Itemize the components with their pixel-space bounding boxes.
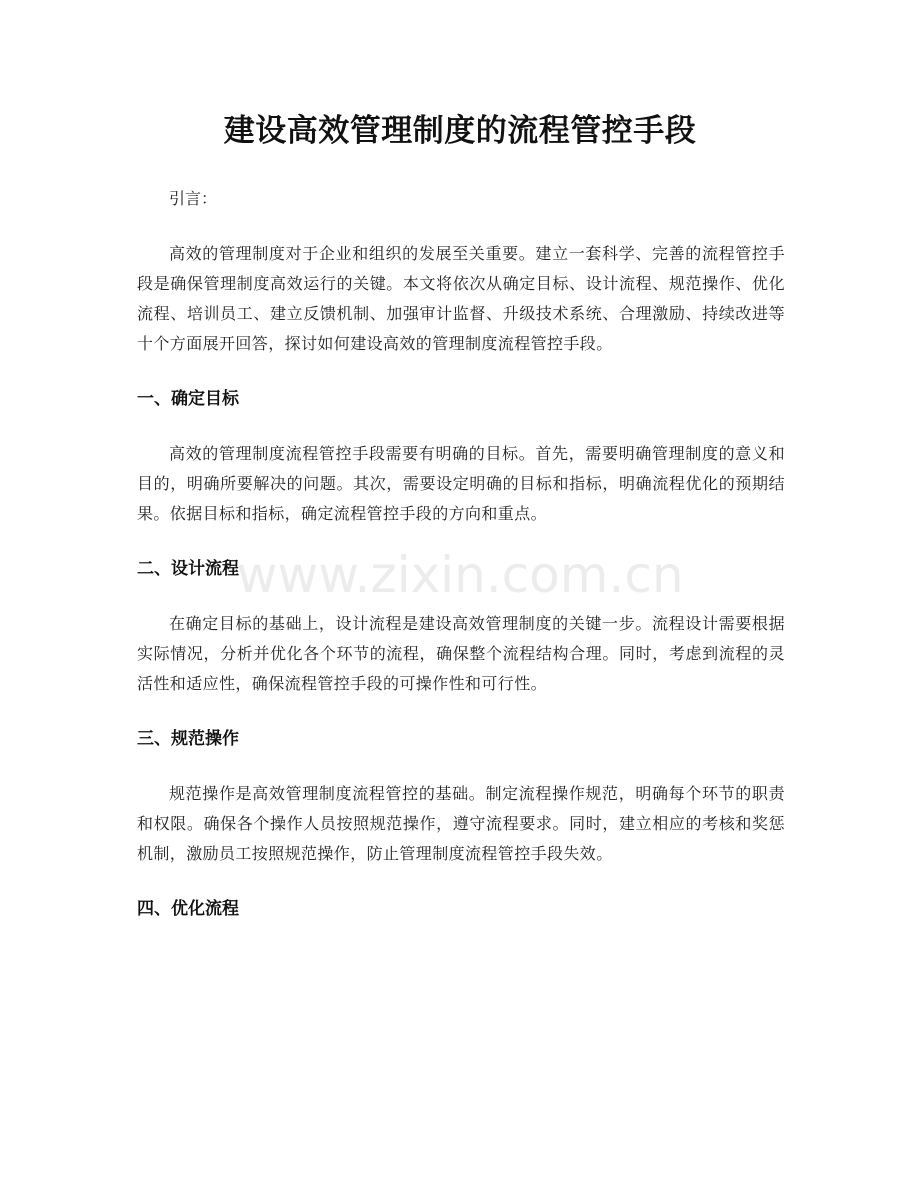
section-paragraph-1: 高效的管理制度流程管控手段需要有明确的目标。首先，需要明确管理制度的意义和目的，明确所要解决的问题。其次，需要设定明确的目标和指标，明确流程优化的预期结果。依据目标和指标，确定流程管控手段的方向和重点。 [137, 444, 785, 523]
section-heading-3: 三、规范操作 [137, 729, 239, 749]
section-heading-1: 一、确定目标 [137, 389, 239, 409]
section-paragraph-2: 在确定目标的基础上，设计流程是建设高效管理制度的关键一步。流程设计需要根据实际情况，分析并优化各个环节的流程，确保整个流程结构合理。同时，考虑到流程的灵活性和适应性，确保流程管控手段的可操作性和可行性。 [137, 614, 785, 693]
page-title: 建设高效管理制度的流程管控手段 [223, 113, 697, 149]
section-paragraph-3: 规范操作是高效管理制度流程管控的基础。制定流程操作规范，明确每个环节的职责和权限。确保各个操作人员按照规范操作，遵守流程要求。同时，建立相应的考核和奖惩机制，激励员工按照规范操作，防止管理制度流程管控手段失效。 [137, 784, 785, 863]
intro-paragraph: 高效的管理制度对于企业和组织的发展至关重要。建立一套科学、完善的流程管控手段是确保管理制度高效运行的关键。本文将依次从确定目标、设计流程、规范操作、优化流程、培训员工、建立反馈机制、加强审计监督、升级技术系统、合理激励、持续改进等十个方面展开回答，探讨如何建设高效的管理制度流程管控手段。 [137, 244, 785, 353]
section-heading-4: 四、优化流程 [137, 899, 239, 919]
intro-label: 引言： [169, 189, 218, 208]
watermark: www.zixin.com.cn [236, 546, 684, 604]
section-heading-2: 二、设计流程 [137, 559, 239, 579]
document-body [137, 184, 785, 949]
